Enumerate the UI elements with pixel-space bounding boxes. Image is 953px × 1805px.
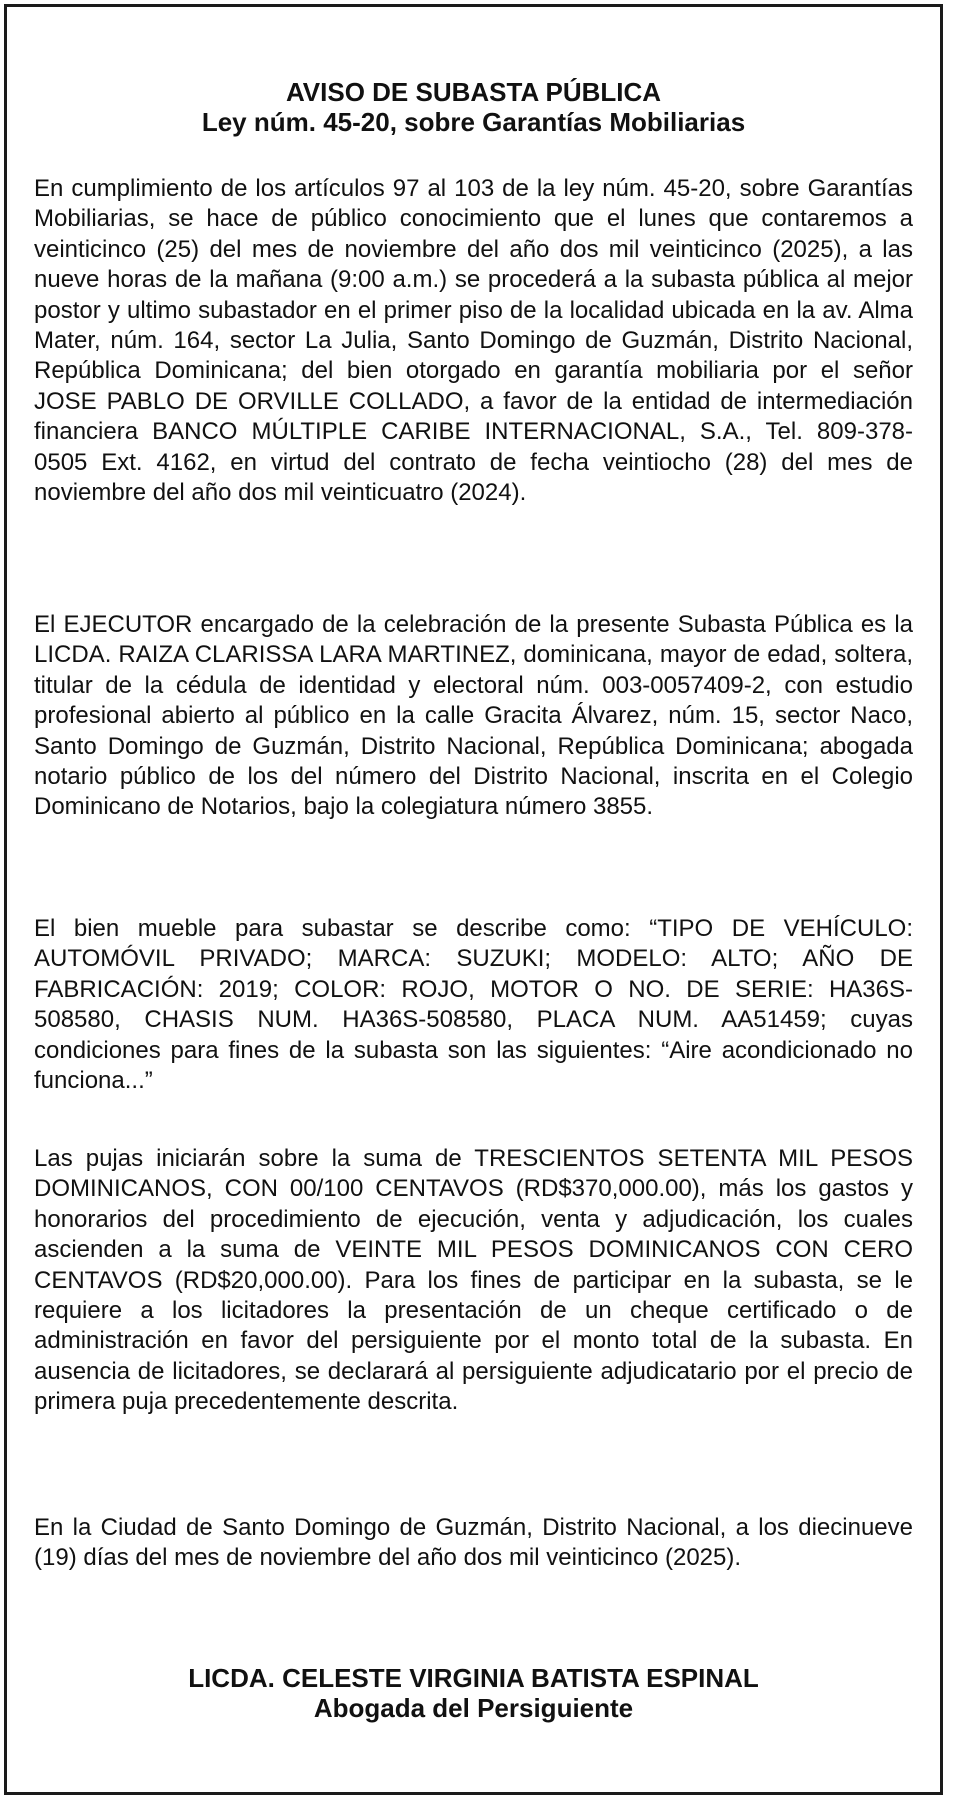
notice-header <box>7 77 940 137</box>
paragraph-vehicle-description: El bien mueble para subastar se describe como: “TIPO DE VEHÍCULO: AUTOMÓVIL PRIVADO; MARCA: SUZUKI; MODELO: ALTO; AÑO DE FABRICACIÓN: 2019; COLOR: ROJO, MOTOR O NO. DE SERIE: HA36S-508580, CHASIS NUM. HA36S-508580, PLACA NUM. AA51459; cuyas condiciones para fines de la subasta son las siguientes: “Aire acondicionado no funciona...” <box>34 915 913 1095</box>
paragraph-place-date: En la Ciudad de Santo Domingo de Guzmán, Distrito Nacional, a los diecinueve (19) días del mes de noviembre del año dos mil veinticinco (2025). <box>34 1514 913 1572</box>
paragraph-executor: El EJECUTOR encargado de la celebración de la presente Subasta Pública es la LICDA. RAIZA CLARISSA LARA MARTINEZ, dominicana, mayor de edad, soltera, titular de la cédula de identidad y electoral núm. 003-0057409-2, con estudio profesional abierto al público en la calle Gracita Álvarez, núm. 15, sector Naco, Santo Domingo de Guzmán, Distrito Nacional, República Dominicana; abogada notario público de los del número del Distrito Nacional, inscrita en el Colegio Dominicano de Notarios, bajo la colegiatura número 3855. <box>34 611 913 821</box>
notice-title: AVISO DE SUBASTA PÚBLICA <box>285 77 662 107</box>
auction-notice <box>4 4 943 1795</box>
notice-subtitle: Ley núm. 45-20, sobre Garantías Mobiliarias <box>201 107 746 137</box>
paragraph-auction-date-location: En cumplimiento de los artículos 97 al 103 de la ley núm. 45-20, sobre Garantías Mobiliarias, se hace de público conocimiento que el lunes que contaremos a veinticinco (25) del mes de noviembre del año dos mil veinticinco (2025), a las nueve horas de la mañana (9:00 a.m.) se procederá a la subasta pública al mejor postor y ultimo subastador en el primer piso de la localidad ubicada en la av. Alma Mater, núm. 164, sector La Julia, Santo Domingo de Guzmán, Distrito Nacional, República Dominicana; del bien otorgado en garantía mobiliaria por el señor JOSE PABLO DE ORVILLE COLLADO, a favor de la entidad de intermediación financiera BANCO MÚLTIPLE CARIBE INTERNACIONAL, S.A., Tel. 809-378-0505 Ext. 4162, en virtud del contrato de fecha veintiocho (28) del mes de noviembre del año dos mil veinticuatro (2024). <box>34 175 913 507</box>
signature-role: Abogada del Persiguiente <box>313 1693 634 1723</box>
signature-block <box>7 1663 940 1723</box>
paragraph-bidding-terms: Las pujas iniciarán sobre la suma de TRESCIENTOS SETENTA MIL PESOS DOMINICANOS, CON 00/100 CENTAVOS (RD$370,000.00), más los gastos y honorarios del procedimiento de ejecución, venta y adjudicación, los cuales ascienden a la suma de VEINTE MIL PESOS DOMINICANOS CON CERO CENTAVOS (RD$20,000.00). Para los fines de participar en la subasta, se le requiere a los licitadores la presentación de un cheque certificado o de administración en favor del persiguiente por el monto total de la subasta. En ausencia de licitadores, se declarará al persiguiente adjudicatario por el precio de primera puja precedentemente descrita. <box>34 1145 913 1416</box>
signature-name: LICDA. CELESTE VIRGINIA BATISTA ESPINAL <box>188 1663 759 1693</box>
